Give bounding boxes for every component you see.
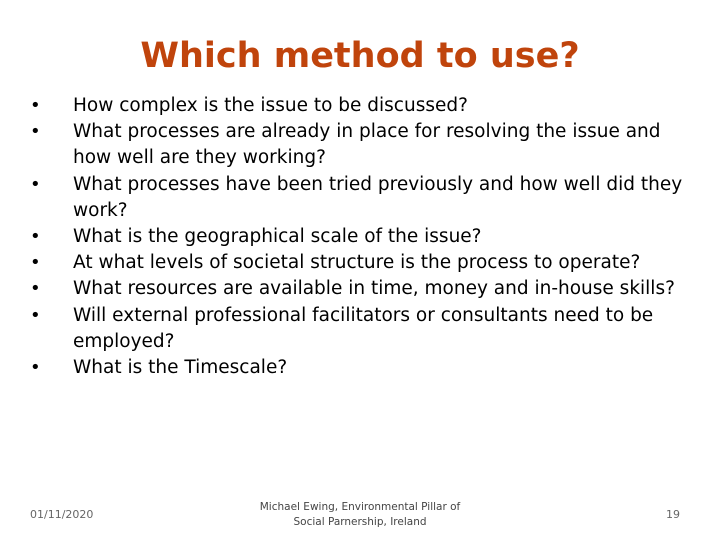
bullet-icon: • [30,121,41,143]
footer-author-line-1: Michael Ewing, Environmental Pillar of [259,501,461,513]
bullet-icon: • [30,95,41,116]
page-number: 19 [666,508,680,521]
bullet-item [30,303,690,355]
bullet-item [30,224,690,250]
bullet-text: What processes have been tried previously and how well did they work? [73,173,683,221]
bullet-text: What resources are available in time, money and in-house skills? [73,278,675,300]
bullet-text: At what levels of societal structure is the process to operate? [73,252,641,274]
bullet-text: How complex is the issue to be discussed? [73,95,468,116]
footer-date: 01/11/2020 [30,508,94,521]
bullet-icon: • [30,173,41,195]
bullet-icon: • [30,304,41,326]
bullet-item [30,93,690,119]
footer-author [240,500,480,530]
bullet-item [30,355,690,381]
bullet-icon: • [30,226,41,248]
bullet-text: What processes are already in place for resolving the issue and how well are they working? [73,121,661,169]
bullet-item [30,119,690,171]
bullet-item [30,276,690,302]
bullet-text: What is the geographical scale of the issue? [73,226,482,248]
bullet-icon: • [30,357,41,379]
slide-title: Which method to use? [140,36,580,76]
bullet-icon: • [30,278,41,300]
bullet-icon: • [30,252,41,274]
footer-author-line-2: Social Parnership, Ireland [293,516,427,528]
bullet-item [30,250,690,276]
bullet-text: Will external professional facilitators or consultants need to be employed? [73,304,654,352]
bullet-text: What is the Timescale? [73,357,288,379]
bullet-item [30,172,690,224]
bullet-list [30,93,690,381]
